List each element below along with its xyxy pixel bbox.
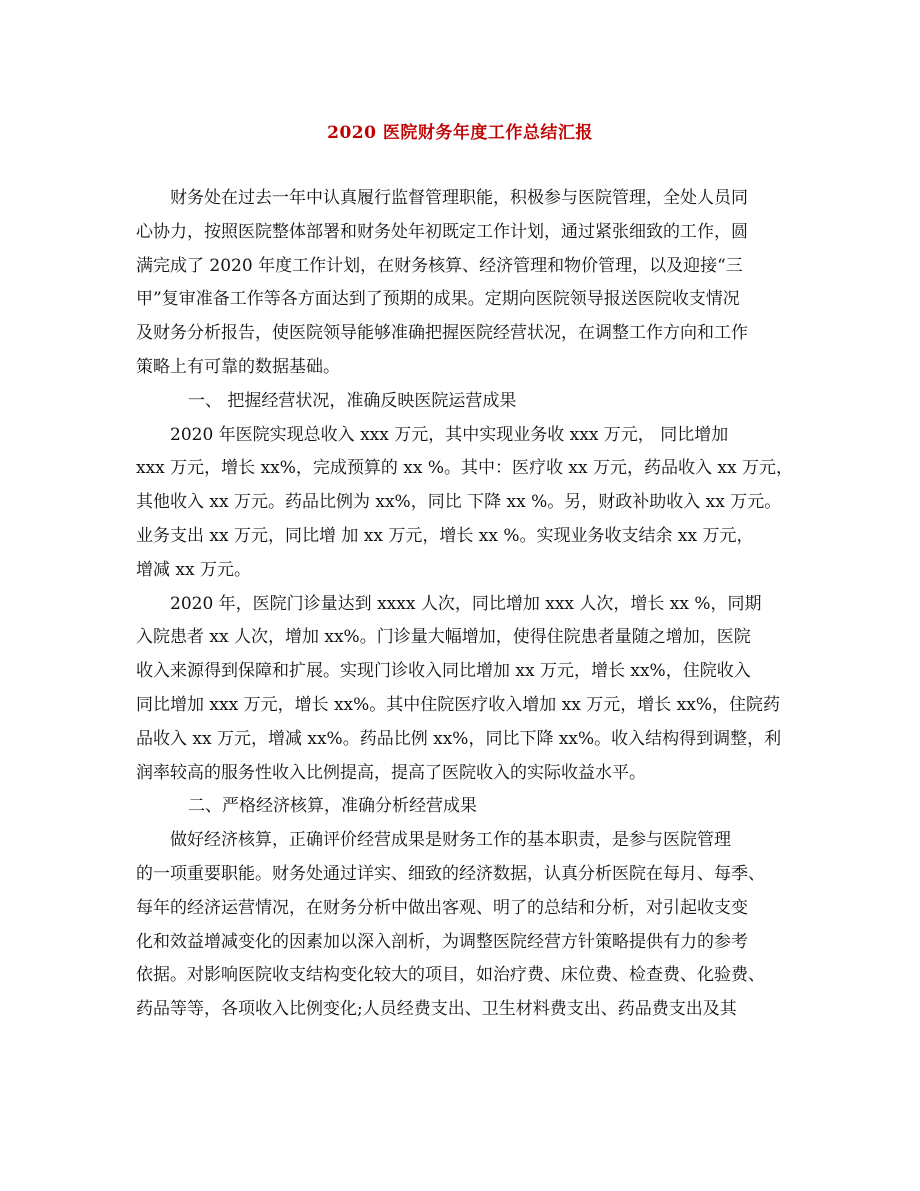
paragraph-line: 润率较高的服务性收入比例提高，提高了医院收入的实际收益水平。 bbox=[136, 762, 646, 783]
document-title: 2020 医院财务年度工作总结汇报 bbox=[327, 123, 593, 143]
paragraph-line: 其他收入 xx 万元。药品比例为 xx%，同比 下降 xx %。另，财政补助收入 xx 万元。 bbox=[136, 492, 782, 513]
paragraph-line: 做好经济核算，正确评价经营成果是财务工作的基本职责，是参与医院管理 bbox=[170, 830, 731, 851]
paragraph-line: 甲”复审准备工作等各方面达到了预期的成果。定期向医院领导报送医院收支情况 bbox=[136, 289, 740, 310]
section-heading: 二、严格经济核算，准确分析经营成果 bbox=[188, 796, 477, 817]
paragraph-line: 财务处在过去一年中认真履行监督管理职能，积极参与医院管理，全处人员同 bbox=[170, 188, 748, 208]
paragraph-line: 及财务分析报告，使医院领导能够准确把握医院经营状况，在调整工作方向和工作 bbox=[136, 323, 748, 344]
document-body bbox=[136, 182, 796, 1027]
section-heading: 一、 把握经营状况，准确反映医院运营成果 bbox=[188, 390, 517, 411]
paragraph-line: 入院患者 xx 人次，增加 xx%。门诊量大幅增加，使得住院患者量随之增加，医院 bbox=[136, 627, 751, 648]
paragraph-line: 增减 xx 万元。 bbox=[136, 559, 251, 580]
paragraph-line: 依据。对影响医院收支结构变化较大的项目，如治疗费、床位费、检查费、化验费、 bbox=[136, 965, 765, 986]
paragraph-line: 2020 年医院实现总收入 xxx 万元，其中实现业务收 xxx 万元， 同比增加 bbox=[170, 424, 729, 445]
paragraph-line: 2020 年，医院门诊量达到 xxxx 人次，同比增加 xxx 人次，增长 xx %，同期 bbox=[170, 593, 762, 614]
paragraph-line: 心协力，按照医院整体部署和财务处年初既定工作计划，通过紧张细致的工作，圆 bbox=[136, 221, 748, 242]
paragraph-line: 品收入 xx 万元，增减 xx%。药品比例 xx%，同比下降 xx%。收入结构得到调整，利 bbox=[136, 728, 782, 749]
paragraph-line: 收入来源得到保障和扩展。实现门诊收入同比增加 xx 万元，增长 xx%，住院收入 bbox=[136, 661, 751, 682]
paragraph-line: 同比增加 xxx 万元，增长 xx%。其中住院医疗收入增加 xx 万元，增长 xx%，住院药 bbox=[136, 694, 781, 715]
paragraph-line: 的一项重要职能。财务处通过详实、细致的经济数据，认真分析医院在每月、每季、 bbox=[136, 863, 765, 884]
paragraph-line: 每年的经济运营情况，在财务分析中做出客观、明了的总结和分析，对引起收支变 bbox=[136, 897, 748, 918]
paragraph-line: 药品等等，各项收入比例变化;人员经费支出、卫生材料费支出、药品费支出及其 bbox=[136, 999, 737, 1020]
paragraph-line: 化和效益增减变化的因素加以深入剖析，为调整医院经营方针策略提供有力的参考 bbox=[136, 931, 748, 952]
paragraph-line: 满完成了 2020 年度工作计划，在财务核算、经济管理和物价管理，以及迎接“三 bbox=[136, 255, 743, 276]
paragraph-line: 业务支出 xx 万元，同比增 加 xx 万元，增长 xx %。实现业务收支结余 xx 万元， bbox=[136, 525, 754, 546]
paragraph-line: 策略上有可靠的数据基础。 bbox=[136, 356, 340, 377]
paragraph-line: xxx 万元，增长 xx%，完成预算的 xx %。其中：医疗收 xx 万元，药品收入 xx 万元， bbox=[136, 458, 793, 479]
